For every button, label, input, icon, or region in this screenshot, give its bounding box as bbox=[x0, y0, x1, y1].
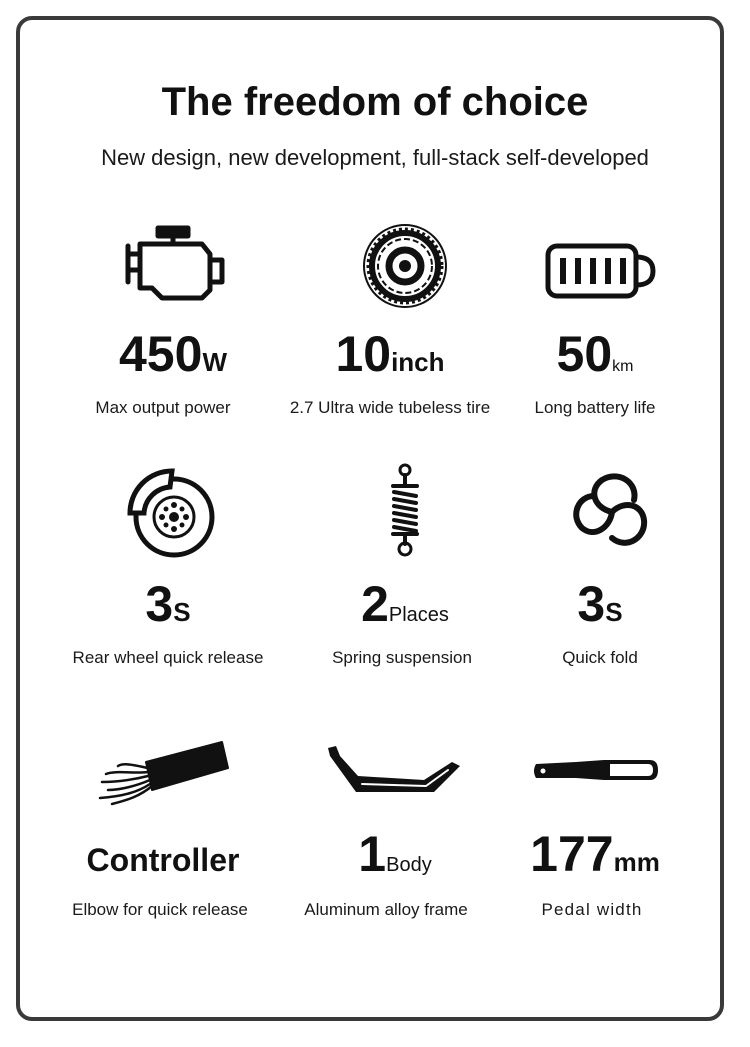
value-number: 177 bbox=[530, 826, 614, 882]
spec-label-pedal: Pedal width bbox=[541, 900, 643, 919]
fold-swirl-icon bbox=[572, 472, 652, 552]
disc-brake-icon bbox=[120, 463, 216, 559]
page-title: The freedom of choice bbox=[161, 80, 589, 124]
value-number: 450 bbox=[119, 326, 203, 382]
tire-icon bbox=[361, 222, 449, 310]
spec-value-suspension bbox=[320, 576, 490, 632]
page-subtitle: New design, new development, full-stack self-developed bbox=[101, 145, 649, 170]
spec-value-frame bbox=[320, 826, 470, 882]
frame-icon bbox=[322, 742, 466, 800]
value-unit: S bbox=[173, 597, 191, 627]
spec-value-range bbox=[520, 326, 670, 382]
spec-value-fold bbox=[525, 576, 675, 632]
spec-label-controller: Elbow for quick release bbox=[72, 900, 248, 919]
value-number: 3 bbox=[145, 576, 174, 632]
engine-icon bbox=[118, 224, 230, 304]
spec-label-tire: 2.7 Ultra wide tubeless tire bbox=[289, 398, 491, 417]
spec-value-tire bbox=[300, 326, 480, 382]
spec-label-range: Long battery life bbox=[534, 398, 656, 417]
spec-value-pedal bbox=[515, 826, 675, 882]
spring-shock-icon bbox=[389, 462, 421, 558]
spec-label-frame: Aluminum alloy frame bbox=[304, 900, 468, 919]
value-unit: S bbox=[605, 597, 623, 627]
spec-label-fold: Quick fold bbox=[562, 648, 638, 667]
pedal-icon bbox=[530, 756, 662, 786]
value-unit: W bbox=[202, 347, 227, 377]
spec-label-suspension: Spring suspension bbox=[332, 648, 472, 667]
value-word: Controller bbox=[86, 842, 240, 878]
value-number: 50 bbox=[556, 326, 613, 382]
spec-value-release bbox=[93, 576, 243, 632]
value-number: 1 bbox=[358, 826, 387, 882]
value-unit: Body bbox=[386, 854, 432, 876]
spec-label-release: Rear wheel quick release bbox=[72, 648, 264, 667]
controller-icon bbox=[94, 738, 230, 808]
value-number: 10 bbox=[335, 326, 392, 382]
value-number: 2 bbox=[361, 576, 389, 632]
spec-value-power bbox=[88, 326, 258, 382]
value-unit: mm bbox=[613, 847, 660, 877]
spec-label-power: Max output power bbox=[95, 398, 231, 417]
value-unit: km bbox=[612, 358, 634, 375]
value-number: 3 bbox=[577, 576, 606, 632]
value-unit: Places bbox=[388, 604, 449, 626]
battery-icon bbox=[543, 241, 659, 305]
spec-value-controller bbox=[68, 832, 258, 888]
value-unit: inch bbox=[391, 347, 445, 377]
